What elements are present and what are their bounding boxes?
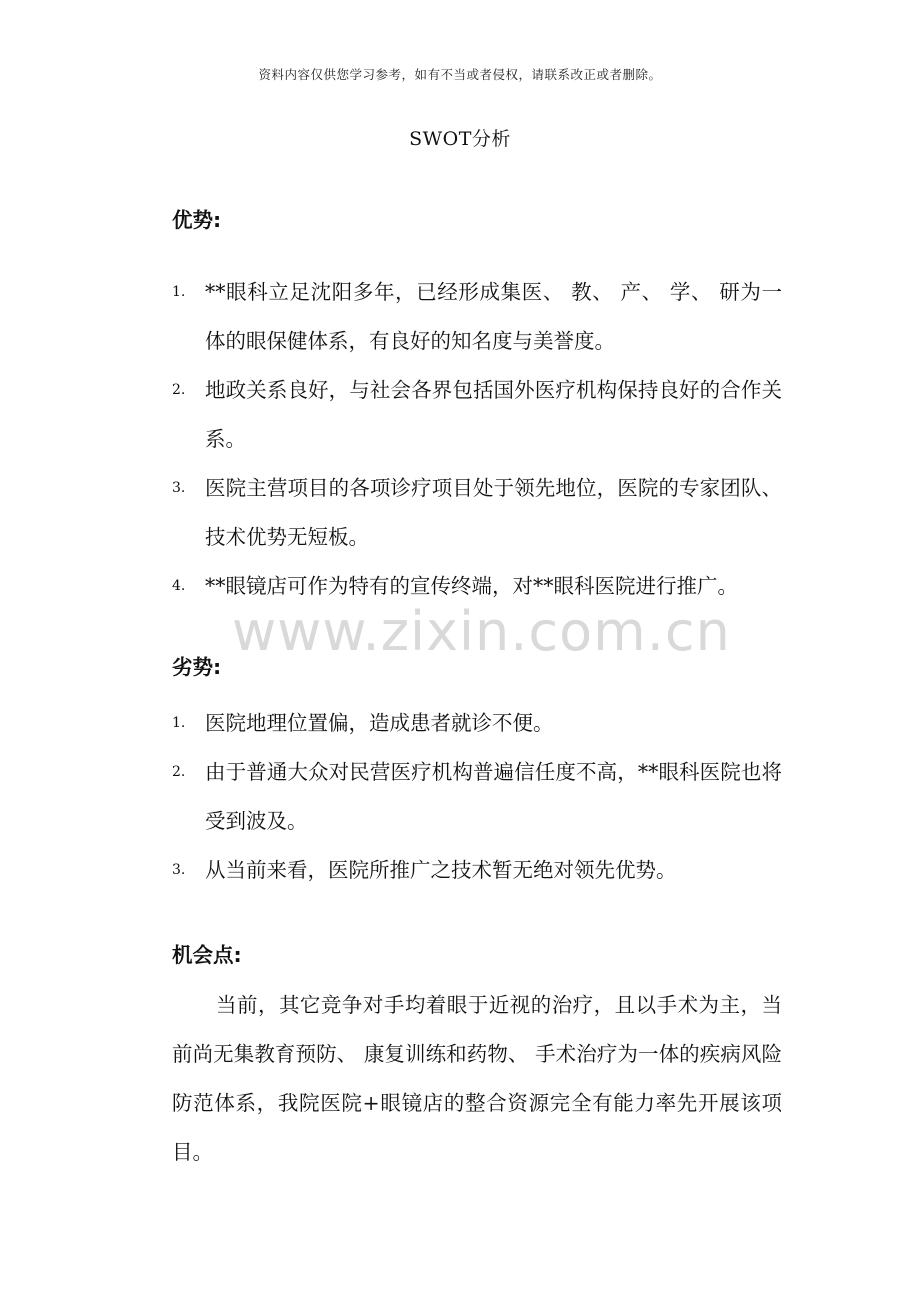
list-item	[172, 748, 782, 846]
list-text: 由于普通大众对民营医疗机构普遍信任度不高，**眼科医院也将受到波及。	[205, 760, 782, 833]
section-heading-strengths: 优势:	[172, 208, 222, 232]
page-title: SWOT分析	[409, 128, 511, 150]
list-item	[172, 268, 782, 366]
watermark: www.zixin.com.cn	[232, 600, 731, 663]
list-number: 1.	[172, 715, 186, 731]
list-item	[172, 366, 782, 464]
list-number: 2.	[172, 382, 186, 398]
disclaimer-header: 资料内容仅供您学习参考，如有不当或者侵权，请联系改正或者删除。	[258, 67, 662, 82]
list-number: 3.	[172, 480, 186, 496]
opportunities-paragraph: 当前，其它竞争对手均着眼于近视的治疗，且以手术为主，当前尚无集教育预防、 康复训练和药物、 手术治疗为一体的疾病风险防范体系，我院医院+眼镜店的整合资源完全有能力率先开展该项目。	[172, 993, 782, 1164]
section-heading-weaknesses: 劣势:	[172, 655, 222, 679]
list-item	[172, 699, 782, 748]
list-text: 地政关系良好，与社会各界包括国外医疗机构保持良好的合作关系。	[205, 378, 782, 451]
list-number: 4.	[172, 578, 186, 594]
list-item	[172, 562, 782, 611]
list-text: 医院主营项目的各项诊疗项目处于领先地位，医院的专家团队、 技术优势无短板。	[205, 476, 782, 549]
document-body	[172, 204, 782, 1177]
list-number: 3.	[172, 862, 186, 878]
list-text: 医院地理位置偏，造成患者就诊不便。	[205, 711, 554, 735]
list-number: 1.	[172, 284, 186, 300]
list-text: 从当前来看，医院所推广之技术暂无绝对领先优势。	[205, 858, 677, 882]
list-text: **眼镜店可作为特有的宣传终端，对**眼科医院进行推广。	[205, 574, 738, 598]
list-number: 2.	[172, 764, 186, 780]
list-text: **眼科立足沈阳多年，已经形成集医、 教、 产、 学、 研为一体的眼保健体系，有良好的知名度与美誉度。	[205, 280, 782, 353]
list-item	[172, 846, 782, 895]
section-heading-opportunities: 机会点:	[172, 943, 242, 967]
list-item	[172, 464, 782, 562]
